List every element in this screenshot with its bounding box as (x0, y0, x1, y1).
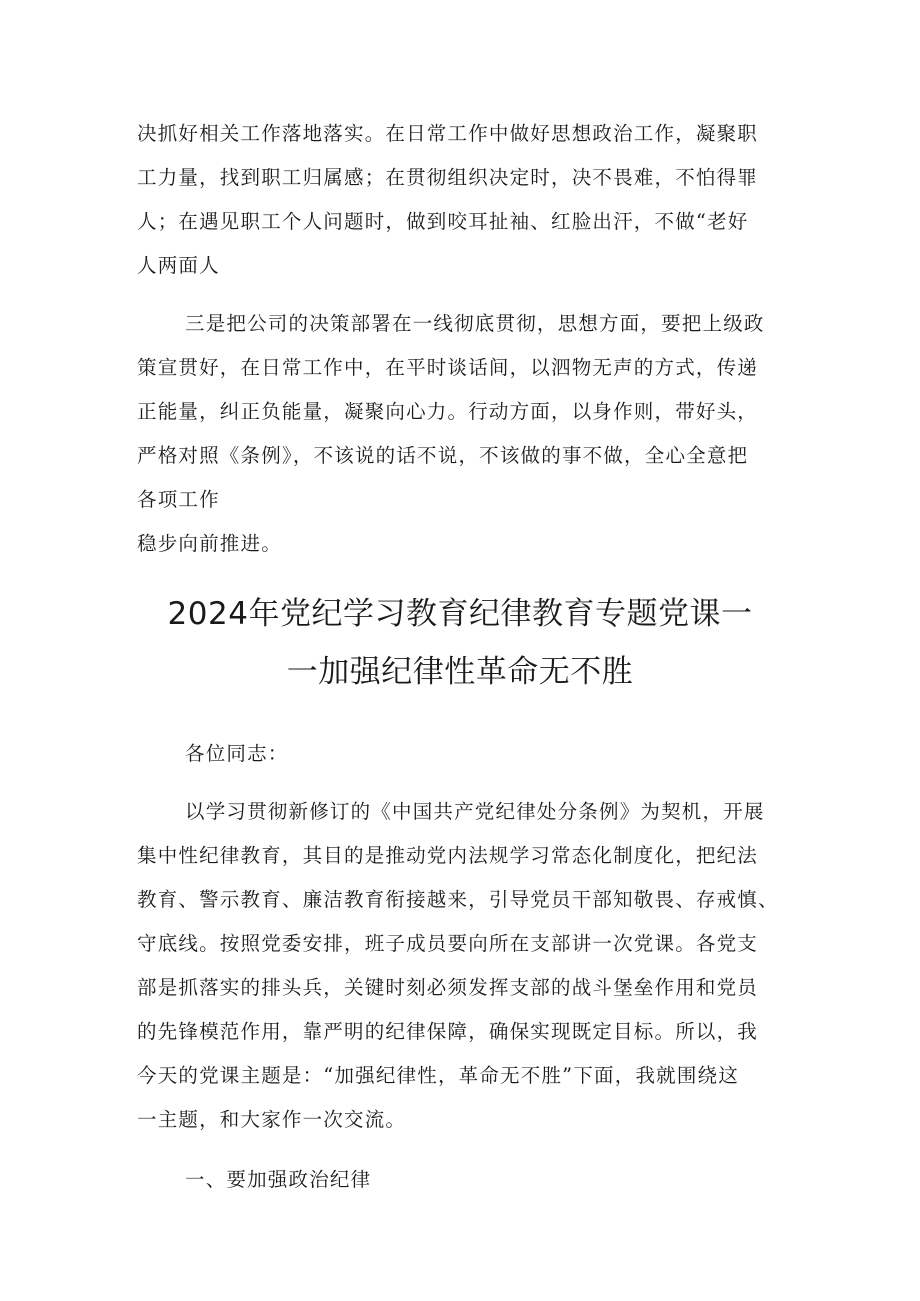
text-line: 稳步向前推进。 (137, 532, 282, 555)
text-line: 工力量，找到职工归属感；在贯彻组织决定时，决不畏难，不怕得罪 (137, 166, 759, 189)
text-line: 集中性纪律教育，其目的是推动党内法规学习常态化制度化，把纪法 (137, 844, 759, 867)
text-line: 严格对照《条例》，不该说的话不说，不该做的事不做，全心全意把 (137, 444, 749, 467)
text-line: 策宣贯好，在日常工作中，在平时谈话间，以泗物无声的方式，传递 (137, 356, 759, 379)
text-line: 以学习贯彻新修订的《中国共产党纪律处分条例》为契机，开展 (185, 800, 765, 823)
text-line: 部是抓落实的排头兵，关键时刻必须发挥支部的战斗堡垒作用和党员 (137, 976, 759, 999)
text-line: 今天的党课主题是：“加强纪律性，革命无不胜”下面，我就围绕这 (137, 1064, 739, 1087)
text-line: 各项工作 (137, 488, 220, 511)
text-line: 决抓好相关工作落地落实。在日常工作中做好思想政治工作，凝聚职 (137, 122, 759, 145)
text-line: 的先锋模范作用，靠严明的纪律保障，确保实现既定目标。所以，我 (137, 1020, 759, 1043)
document-title-line-1: 2024年党纪学习教育纪律教育专题党课一 (167, 596, 753, 632)
section-heading: 一、要加强政治纪律 (185, 1168, 372, 1191)
greeting: 各位同志： (185, 742, 289, 765)
text-line: 人；在遇见职工个人问题时，做到咬耳扯袖、红脸出汗，不做“老好 (137, 210, 749, 233)
text-line: 三是把公司的决策部署在一线彻底贯彻，思想方面，要把上级政 (185, 312, 765, 335)
text-line: 正能量，纠正负能量，凝聚向心力。行动方面，以身作则，带好头， (137, 400, 759, 423)
text-line: 守底线。按照党委安排，班子成员要向所在支部讲一次党课。各党支 (137, 932, 759, 955)
text-line: 教育、警示教育、廉洁教育衔接越来，引导党员干部知敬畏、存戒慎、 (137, 888, 779, 911)
document-title-line-2: 一加强纪律性革命无不胜 (286, 654, 634, 690)
text-line: 一主题，和大家作一次交流。 (137, 1108, 407, 1131)
text-line: 人两面人 (137, 254, 220, 277)
